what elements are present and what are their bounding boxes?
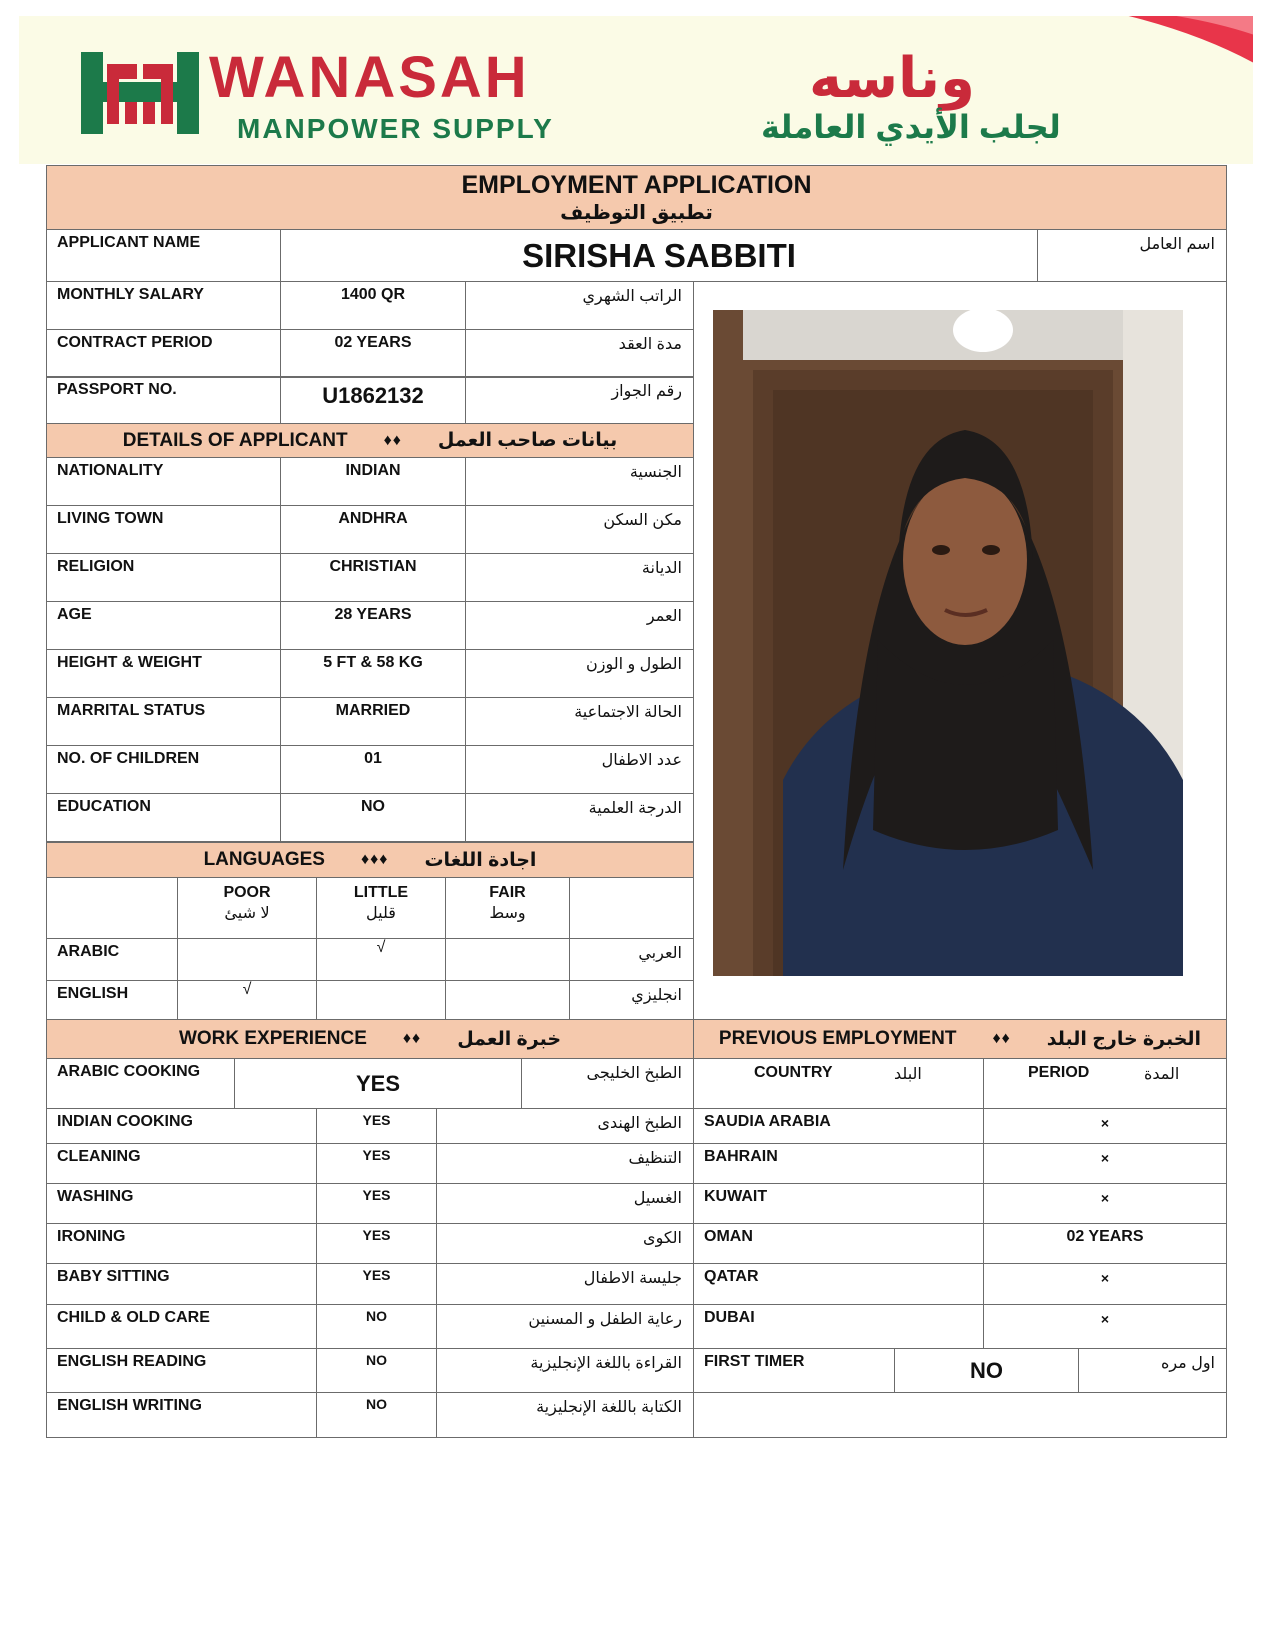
work-label: ENGLISH WRITING [46, 1392, 317, 1438]
prev-period: × [983, 1263, 1227, 1305]
prev-period-header: PERIOD المدة [983, 1058, 1227, 1109]
work-value: YES [316, 1108, 437, 1144]
detail-value: MARRIED [280, 697, 466, 746]
languages-section-title: LANGUAGES [203, 849, 325, 870]
work-label-ar: الطبخ الهندى [436, 1108, 694, 1144]
previous-employment-header [693, 1019, 1227, 1059]
details-section-title-ar: بيانات صاحب العمل [437, 430, 618, 451]
language-label-ar: العربي [569, 938, 694, 981]
work-label-ar: جليسة الاطفال [436, 1263, 694, 1305]
work-value: NO [316, 1304, 437, 1349]
prev-period: × [983, 1143, 1227, 1184]
language-label: ENGLISH [46, 980, 178, 1020]
prev-period: × [983, 1108, 1227, 1144]
work-label: BABY SITTING [46, 1263, 317, 1305]
detail-label-ar: الديانة [465, 553, 694, 602]
language-label-ar: انجليزي [569, 980, 694, 1020]
prev-country: SAUDIA ARABIA [693, 1108, 984, 1144]
work-value: NO [316, 1392, 437, 1438]
detail-label-ar: عدد الاطفال [465, 745, 694, 794]
work-label-ar: الغسيل [436, 1183, 694, 1224]
detail-label-ar: الطول و الوزن [465, 649, 694, 698]
form-title-ar: تطبيق التوظيف [560, 202, 713, 224]
language-header-blank [46, 877, 178, 939]
details-section-title: DETAILS OF APPLICANT [122, 429, 348, 451]
work-section-title-ar: خبرة العمل [457, 1028, 562, 1050]
work-value: YES [316, 1223, 437, 1264]
prev-country: KUWAIT [693, 1183, 984, 1224]
form-title-en: EMPLOYMENT APPLICATION [461, 171, 812, 199]
language-poor-mark: √ [177, 980, 317, 1020]
language-little-mark [316, 980, 446, 1020]
field-label: CONTRACT PERIOD [46, 329, 281, 378]
prev-country: DUBAI [693, 1304, 984, 1349]
work-section-header [46, 1019, 694, 1059]
empty-cell [693, 1392, 1227, 1438]
diamond-icon: ♦♦♦ [360, 851, 389, 868]
detail-value: 5 FT & 58 KG [280, 649, 466, 698]
applicant-name-label-ar: اسم العامل [1037, 229, 1227, 282]
detail-label: NO. OF CHILDREN [46, 745, 281, 794]
work-value: YES [316, 1183, 437, 1224]
field-value: U1862132 [280, 376, 466, 424]
work-value: NO [316, 1348, 437, 1393]
brand-name-arabic: وناسه [809, 46, 975, 109]
work-label-ar: الطبخ الخليجى [521, 1058, 694, 1109]
details-section-header [46, 423, 694, 458]
field-value: 1400 QR [280, 281, 466, 330]
applicant-name-label: APPLICANT NAME [46, 229, 281, 282]
prev-period: 02 YEARS [983, 1223, 1227, 1264]
detail-label: MARRITAL STATUS [46, 697, 281, 746]
work-label: ENGLISH READING [46, 1348, 317, 1393]
language-level-little: LITTLE قليل [316, 877, 446, 939]
detail-value: ANDHRA [280, 505, 466, 554]
work-section-title: WORK EXPERIENCE [178, 1028, 367, 1049]
first-timer-value: NO [894, 1348, 1079, 1393]
detail-label: LIVING TOWN [46, 505, 281, 554]
detail-label: AGE [46, 601, 281, 650]
work-label-ar: رعاية الطفل و المسنين [436, 1304, 694, 1349]
field-label-ar: رقم الجواز [465, 376, 694, 424]
diamond-icon: ♦♦ [992, 1030, 1011, 1047]
diamond-icon: ♦♦ [383, 431, 402, 449]
first-timer-label-ar: اول مره [1078, 1348, 1227, 1393]
prev-country: QATAR [693, 1263, 984, 1305]
language-little-mark: √ [316, 938, 446, 981]
detail-label: NATIONALITY [46, 457, 281, 506]
languages-section-title-ar: اجادة اللغات [424, 849, 537, 871]
previous-employment-title: PREVIOUS EMPLOYMENT [718, 1028, 957, 1049]
prev-country: BAHRAIN [693, 1143, 984, 1184]
language-fair-mark [445, 938, 570, 981]
detail-value: 01 [280, 745, 466, 794]
detail-value: NO [280, 793, 466, 842]
prev-country: OMAN [693, 1223, 984, 1264]
work-label: WASHING [46, 1183, 317, 1224]
field-value: 02 YEARS [280, 329, 466, 378]
work-value: YES [316, 1143, 437, 1184]
detail-label-ar: الحالة الاجتماعية [465, 697, 694, 746]
languages-section-header [46, 842, 694, 878]
form-title [46, 165, 1227, 230]
work-label: ARABIC COOKING [46, 1058, 235, 1109]
work-label: CHILD & OLD CARE [46, 1304, 317, 1349]
work-value: YES [316, 1263, 437, 1305]
work-label: INDIAN COOKING [46, 1108, 317, 1144]
language-level-fair: FAIR وسط [445, 877, 570, 939]
work-label-ar: الكوى [436, 1223, 694, 1264]
detail-label-ar: الدرجة العلمية [465, 793, 694, 842]
language-fair-mark [445, 980, 570, 1020]
detail-label: EDUCATION [46, 793, 281, 842]
brand-tagline-arabic: لجلب الأيدي العاملة [761, 109, 1061, 145]
work-label: IRONING [46, 1223, 317, 1264]
language-header-blank-ar [569, 877, 694, 939]
detail-label: RELIGION [46, 553, 281, 602]
brand-name: WANASAH [209, 45, 530, 110]
detail-value: INDIAN [280, 457, 466, 506]
diamond-icon: ♦♦ [402, 1030, 422, 1047]
field-label: MONTHLY SALARY [46, 281, 281, 330]
field-label-ar: الراتب الشهري [465, 281, 694, 330]
company-banner [19, 16, 1253, 164]
work-value: YES [234, 1058, 522, 1109]
work-label-ar: التنظيف [436, 1143, 694, 1184]
detail-value: CHRISTIAN [280, 553, 466, 602]
field-label: PASSPORT NO. [46, 376, 281, 424]
detail-label-ar: مكن السكن [465, 505, 694, 554]
work-label-ar: الكتابة باللغة الإنجليزية [436, 1392, 694, 1438]
prev-period: × [983, 1304, 1227, 1349]
previous-employment-title-ar: الخبرة خارج البلد [1046, 1028, 1202, 1050]
language-label: ARABIC [46, 938, 178, 981]
brand-tagline: MANPOWER SUPPLY [237, 113, 554, 144]
field-label-ar: مدة العقد [465, 329, 694, 378]
language-level-poor: POOR لا شيئ [177, 877, 317, 939]
applicant-name-value: SIRISHA SABBITI [280, 229, 1038, 282]
detail-value: 28 YEARS [280, 601, 466, 650]
decorative-swoosh [1093, 16, 1253, 78]
prev-period: × [983, 1183, 1227, 1224]
company-logo-icon [81, 52, 199, 134]
detail-label-ar: العمر [465, 601, 694, 650]
work-label: CLEANING [46, 1143, 317, 1184]
first-timer-label: FIRST TIMER [693, 1348, 895, 1393]
detail-label: HEIGHT & WEIGHT [46, 649, 281, 698]
detail-label-ar: الجنسية [465, 457, 694, 506]
work-label-ar: القراءة باللغة الإنجليزية [436, 1348, 694, 1393]
photo-frame [693, 281, 1227, 1020]
language-poor-mark [177, 938, 317, 981]
prev-country-header: COUNTRY البلد [693, 1058, 984, 1109]
